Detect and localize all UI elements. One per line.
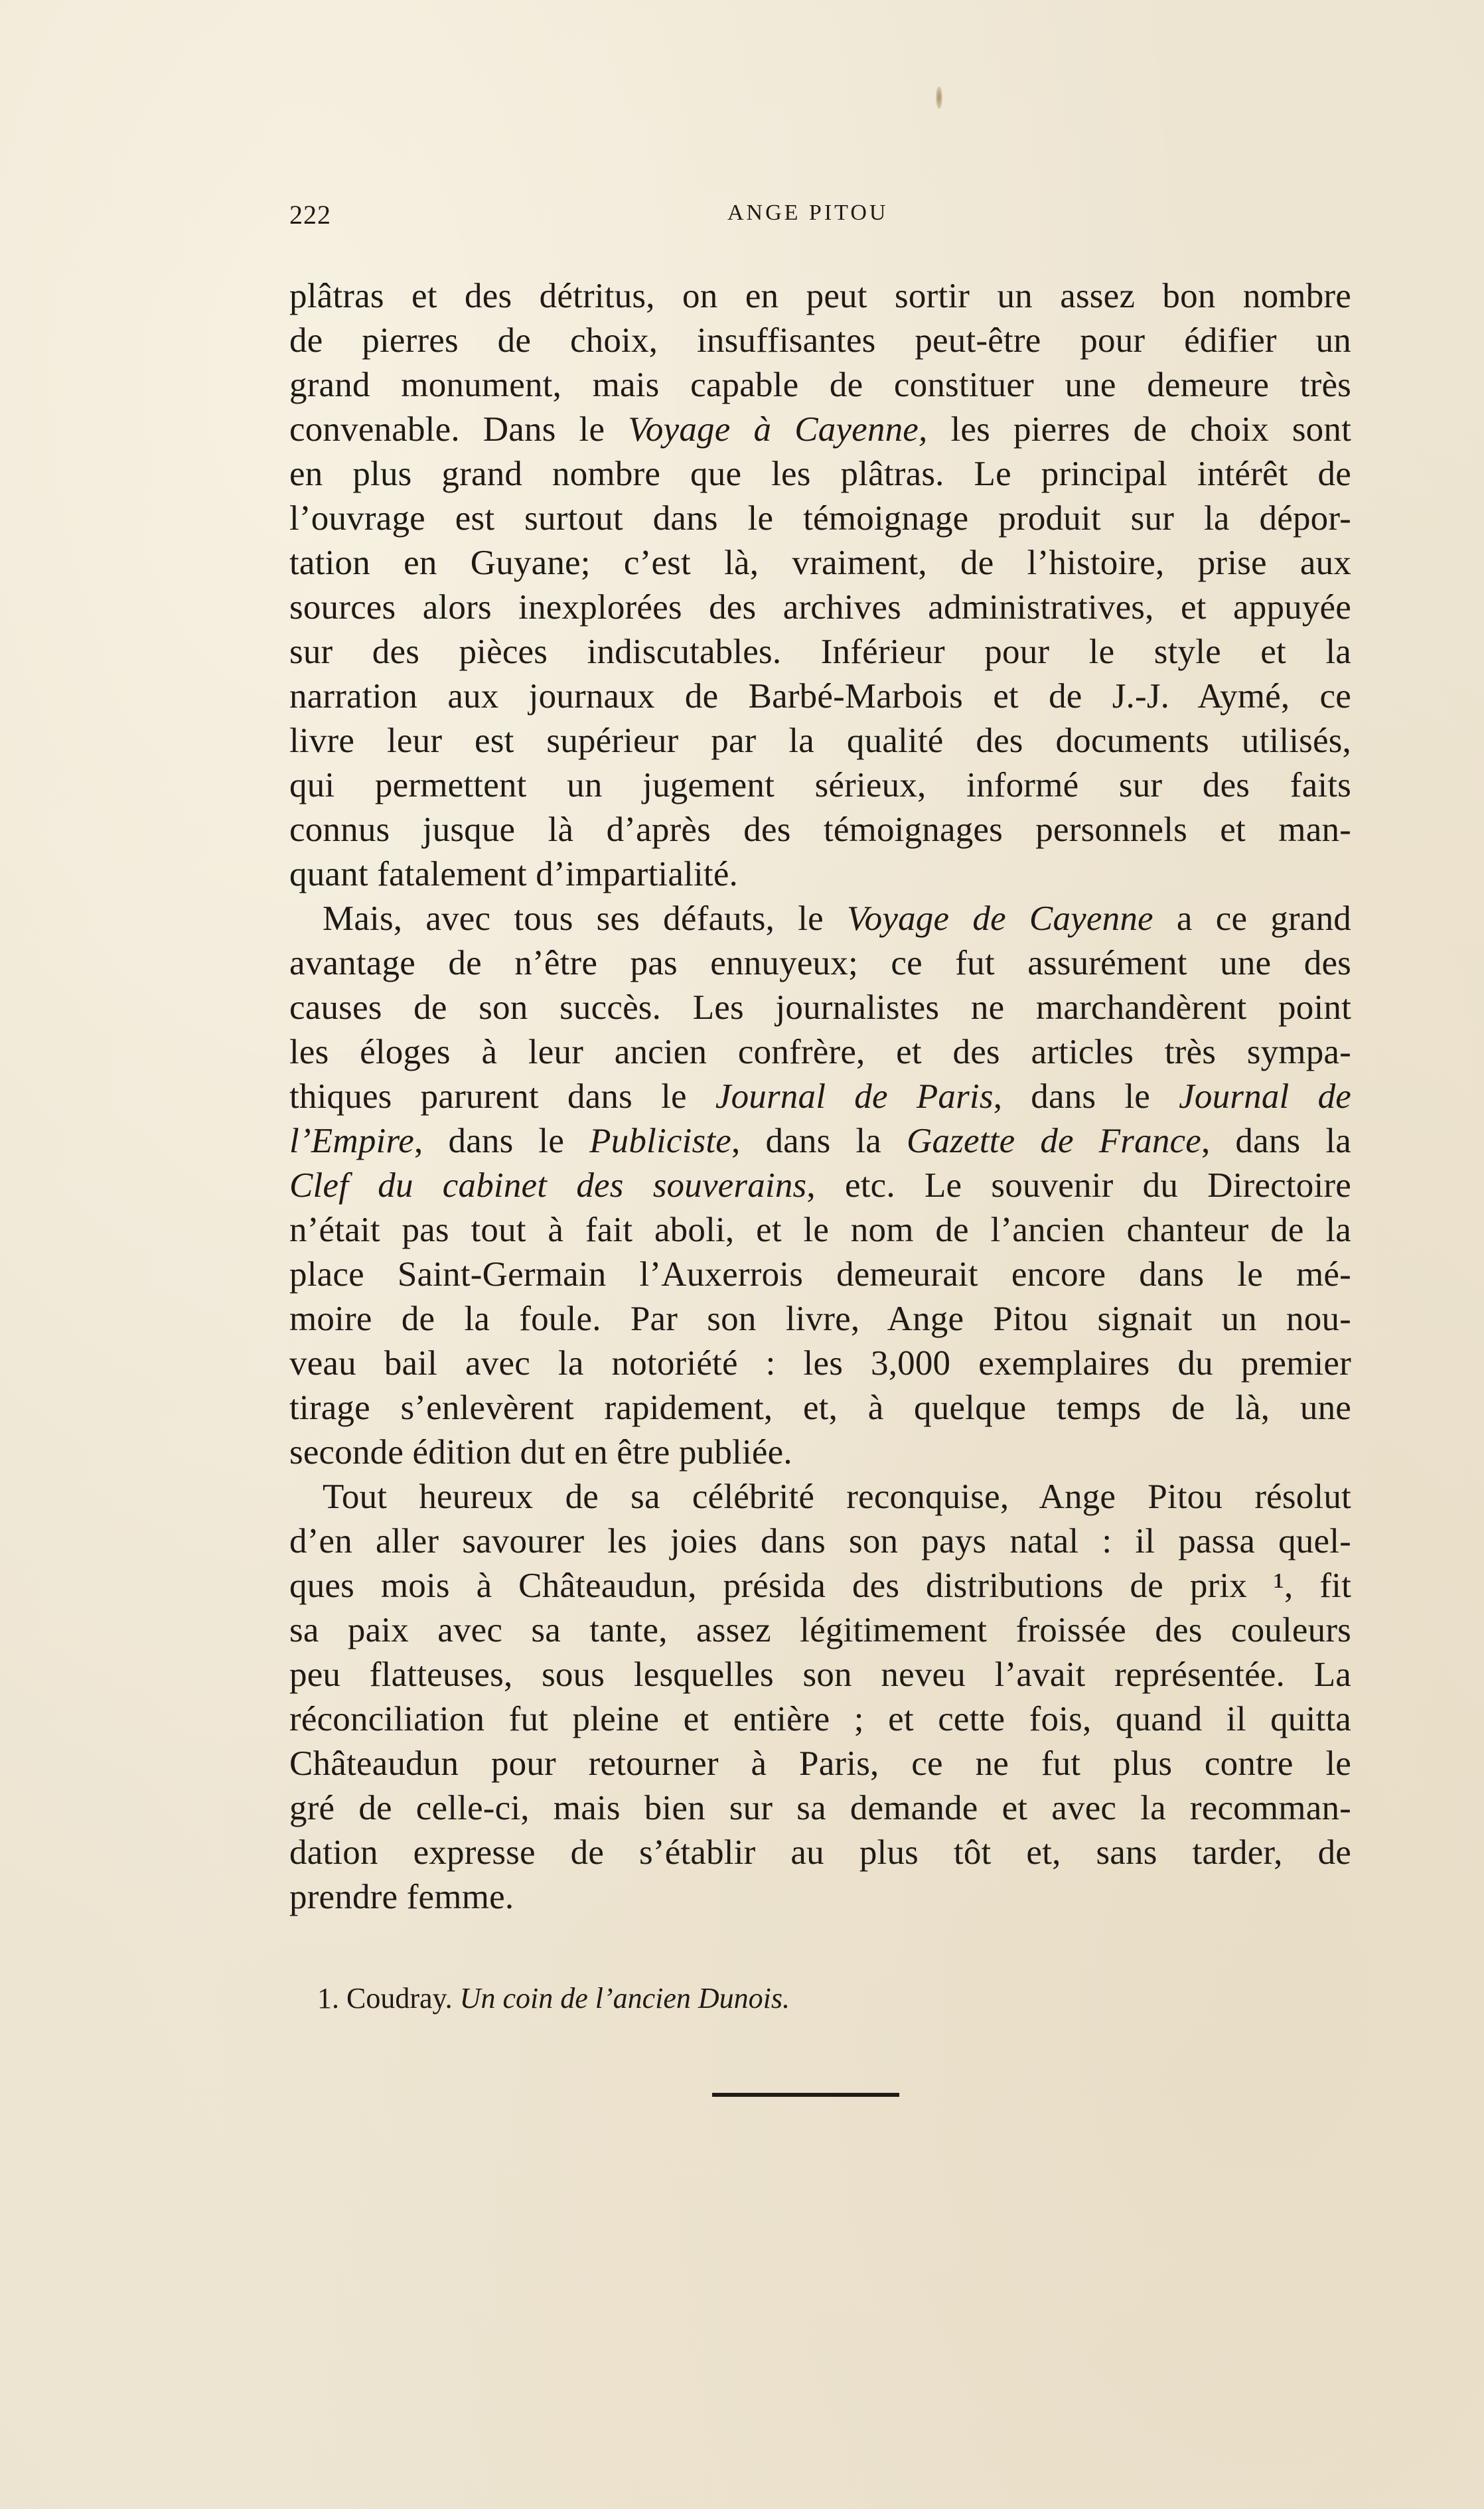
text-segment: peu flatteuses, sous lesquelles son neveu l’avait représentée. La [289, 1655, 1351, 1694]
text-segment: causes de son succès. Les journalistes ne marchandèrent point [289, 988, 1351, 1027]
text-segment: moire de la foule. Par son livre, Ange Pitou signait un nou- [289, 1300, 1351, 1338]
text-line [289, 1786, 1351, 1831]
text-segment: qui permettent un jugement sérieux, informé sur des faits [289, 766, 1351, 804]
text-line [289, 1341, 1351, 1386]
running-head [289, 199, 1351, 239]
text-line [289, 1297, 1351, 1341]
text-line [289, 986, 1351, 1030]
text-segment: livre leur est supérieur par la qualité des documents utilisés, [289, 722, 1351, 760]
text-segment: plâtras et des détritus, on en peut sortir un assez bon nombre [289, 277, 1351, 315]
text-line [289, 1030, 1351, 1075]
text-segment: Tout heureux de sa célébrité reconquise, Ange Pitou résolut [323, 1478, 1351, 1516]
text-segment: avantage de n’être pas ennuyeux; ce fut assurément une des [289, 944, 1351, 982]
footnote [317, 1981, 790, 2015]
text-line [289, 763, 1351, 808]
text-line [289, 1475, 1351, 1519]
text-line [289, 1697, 1351, 1742]
text-line [289, 319, 1351, 363]
italic-title: Journal de Paris [715, 1077, 994, 1116]
text-segment: dation expresse de s’établir au plus tôt et, sans tarder, de [289, 1833, 1351, 1872]
page-number: 222 [289, 200, 331, 230]
text-segment: convenable. Dans le [289, 410, 629, 449]
text-line [289, 630, 1351, 674]
text-line [289, 1608, 1351, 1653]
body-text [289, 274, 1351, 1920]
italic-title: Voyage de Cayenne [846, 899, 1153, 938]
text-segment: d’en aller savourer les joies dans son pays natal : il passa quel- [289, 1522, 1351, 1560]
text-line [289, 719, 1351, 763]
text-line [289, 1386, 1351, 1430]
text-segment: sur des pièces indiscutables. Inférieur pour le style et la [289, 633, 1351, 671]
text-line [289, 452, 1351, 496]
text-segment: place Saint-Germain l’Auxerrois demeurait encore dans le mé- [289, 1255, 1351, 1294]
text-segment: , dans le [414, 1122, 590, 1160]
text-segment: quant fatalement d’impartialité. [289, 855, 738, 893]
text-line [289, 541, 1351, 585]
text-segment: tirage s’enlevèrent rapidement, et, à quelque temps de là, une [289, 1389, 1351, 1427]
text-segment: de pierres de choix, insuffisantes peut-être pour édifier un [289, 321, 1351, 360]
text-line [289, 1742, 1351, 1786]
running-title: ANGE PITOU [727, 200, 889, 225]
text-segment: sources alors inexplorées des archives administratives, et appuyée [289, 588, 1351, 627]
paper-stain [936, 86, 942, 109]
text-segment: connus jusque là d’après des témoignages personnels et man- [289, 810, 1351, 849]
footnote-title: Un coin de l’ancien Dunois. [459, 1982, 790, 2015]
text-line [289, 1253, 1351, 1297]
text-segment: , dans la [1201, 1122, 1352, 1160]
text-segment: les éloges à leur ancien confrère, et des articles très sympa- [289, 1033, 1351, 1071]
text-line [289, 1564, 1351, 1608]
text-segment: n’était pas tout à fait aboli, et le nom de l’ancien chanteur de la [289, 1211, 1351, 1249]
italic-title: Gazette de France [907, 1122, 1201, 1160]
text-line [289, 674, 1351, 719]
text-segment: , etc. Le souvenir du Directoire [806, 1166, 1352, 1205]
text-segment: ques mois à Châteaudun, présida des distributions de prix ¹, fit [289, 1566, 1351, 1605]
text-line [289, 274, 1351, 319]
text-segment: tation en Guyane; c’est là, vraiment, de l’histoire, prise aux [289, 544, 1351, 582]
text-segment: les pierres de choix sont [927, 410, 1351, 449]
text-line [289, 585, 1351, 630]
text-segment: sa paix avec sa tante, assez légitimement froissée des couleurs [289, 1611, 1351, 1649]
text-segment: thiques parurent dans le [289, 1077, 715, 1116]
text-line [289, 1875, 1351, 1920]
text-line [289, 1653, 1351, 1697]
text-segment: réconciliation fut pleine et entière ; et cette fois, quand il quitta [289, 1700, 1351, 1738]
text-line [289, 363, 1351, 408]
text-line [289, 852, 1351, 897]
text-segment: narration aux journaux de Barbé-Marbois et de J.-J. Aymé, ce [289, 677, 1351, 716]
text-segment: l’ouvrage est surtout dans le témoignage produit sur la dépor- [289, 499, 1351, 538]
text-segment: Châteaudun pour retourner à Paris, ce ne fut plus contre le [289, 1744, 1351, 1783]
end-rule [712, 2093, 899, 2097]
text-line [289, 1164, 1351, 1208]
text-line [289, 941, 1351, 986]
text-segment: grand monument, mais capable de constituer une demeure très [289, 366, 1351, 404]
text-line [289, 1119, 1351, 1164]
text-segment: , dans le [993, 1077, 1179, 1116]
text-line [289, 496, 1351, 541]
text-segment: en plus grand nombre que les plâtras. Le principal intérêt de [289, 455, 1351, 493]
text-segment: prendre femme. [289, 1878, 514, 1916]
italic-title: l’Empire [289, 1122, 415, 1160]
text-line [289, 1831, 1351, 1875]
text-segment: gré de celle-ci, mais bien sur sa demande et avec la recomman- [289, 1789, 1351, 1827]
text-segment: Mais, avec tous ses défauts, le [323, 899, 847, 938]
text-line [289, 1519, 1351, 1564]
italic-title: Clef du cabinet des souverains [289, 1166, 807, 1205]
text-line [289, 808, 1351, 852]
footnote-author: Coudray. [346, 1982, 460, 2015]
text-segment: a ce grand [1153, 899, 1351, 938]
text-segment: seconde édition dut en être publiée. [289, 1433, 792, 1472]
footnote-marker: 1. [317, 1982, 346, 2015]
italic-title: Journal de [1179, 1077, 1352, 1116]
text-line [289, 897, 1351, 941]
text-line [289, 1430, 1351, 1475]
text-line [289, 408, 1351, 452]
italic-title: Voyage à Cayenne, [628, 410, 928, 449]
italic-title: Publiciste [589, 1122, 732, 1160]
text-segment: veau bail avec la notoriété : les 3,000 exemplaires du premier [289, 1344, 1351, 1383]
text-line [289, 1208, 1351, 1253]
text-segment: , dans la [731, 1122, 907, 1160]
text-line [289, 1075, 1351, 1119]
